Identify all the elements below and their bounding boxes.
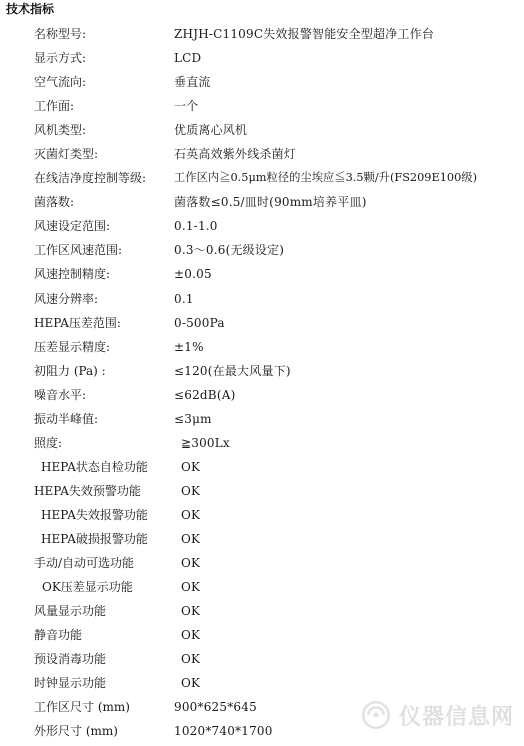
spec-label: 静音功能 [34,628,83,643]
spec-value: OK [181,580,201,595]
spec-value: ≤62dB(A) [174,387,236,402]
spec-value: OK [181,676,201,691]
spec-row [0,479,524,503]
spec-label: 噪音水平: [34,387,87,402]
spec-row [0,166,524,190]
spec-value: 0.1-1.0 [174,219,218,234]
spec-value: 900*625*645 [174,700,257,715]
spec-label: 工作区尺寸 (mm) [34,700,130,715]
spec-label: 在线洁净度控制等级: [34,171,147,186]
spec-row [0,527,524,551]
spec-row [0,46,524,70]
spec-value: 工作区内≧0.5μm粒径的尘埃应≦3.5颗/升(FS209E100级) [174,171,478,185]
spec-row [0,383,524,407]
spec-label: 风速控制精度: [34,267,111,282]
spec-value: OK [181,483,201,498]
spec-value: 0.3～0.6(无级设定) [174,243,285,258]
instrument-logo-icon [359,698,393,732]
spec-label: 时钟显示功能 [34,676,107,691]
spec-label: 预设消毒功能 [34,652,107,667]
spec-row [0,335,524,359]
spec-row [0,671,524,695]
spec-label: 振动半峰值: [34,411,99,426]
spec-value: 一个 [174,99,199,114]
spec-row [0,22,524,46]
spec-value: LCD [174,51,202,66]
spec-row [0,407,524,431]
spec-value: OK [181,628,201,643]
spec-row [0,551,524,575]
spec-label: 风量显示功能 [34,604,107,619]
page-title: 技术指标 [6,2,55,16]
spec-row [0,359,524,383]
spec-row [0,214,524,238]
watermark [359,698,514,732]
spec-label: 手动/自动可选功能 [34,556,135,571]
spec-label: 菌落数: [34,195,75,210]
spec-value: 菌落数≤0.5/皿时(90mm培养平皿) [174,195,367,210]
spec-row [0,94,524,118]
spec-row [0,311,524,335]
spec-row [0,455,524,479]
spec-row [0,142,524,166]
spec-label: 风机类型: [34,123,87,138]
spec-label: 风速设定范围: [34,219,111,234]
spec-row [0,287,524,311]
spec-label: HEPA破损报警功能 [41,531,148,546]
spec-value: ±0.05 [174,267,212,282]
spec-row [0,599,524,623]
spec-row [0,647,524,671]
spec-label: OK压差显示功能 [42,580,133,595]
spec-value: 优质离心风机 [174,123,248,138]
spec-row [0,431,524,455]
spec-row [0,503,524,527]
spec-label: 外形尺寸 (mm) [34,724,118,739]
spec-value: 垂直流 [174,75,211,90]
spec-row [0,190,524,214]
spec-value: ≧300Lx [181,435,230,450]
spec-value: ZHJH-C1109C失效报警智能安全型超净工作台 [174,27,435,41]
spec-value: ≤120(在最大风量下) [174,363,291,378]
spec-value: OK [181,604,201,619]
spec-label: 显示方式: [34,51,87,66]
spec-value: OK [181,507,201,522]
spec-value: OK [181,652,201,667]
spec-label: 照度: [34,435,63,450]
spec-row [0,262,524,286]
spec-label: 工作区风速范围: [34,243,123,258]
spec-value: 1020*740*1700 [174,724,273,739]
spec-value: 石英高效紫外线杀菌灯 [174,147,297,162]
spec-value: OK [181,531,201,546]
spec-label: 风速分辨率: [34,291,99,306]
spec-label: HEPA失效报警功能 [41,507,148,522]
spec-label: 初阻力 (Pa) : [34,363,106,378]
spec-row [0,70,524,94]
spec-label: HEPA失效预警功能 [34,483,141,498]
spec-value: OK [181,459,201,474]
spec-value: ±1% [174,339,204,354]
spec-row [0,238,524,262]
spec-row [0,575,524,599]
spec-value: 0.1 [174,291,194,306]
spec-label: HEPA压差范围: [34,315,121,330]
spec-label: 空气流向: [34,75,87,90]
spec-value: 0-500Pa [174,315,225,330]
spec-label: 名称型号: [34,27,87,41]
watermark-text: 仪器信息网 [398,704,514,730]
spec-row [0,623,524,647]
spec-label: 工作面: [34,99,75,114]
spec-label: 灭菌灯类型: [34,147,99,162]
spec-label: HEPA状态自检功能 [41,459,148,474]
spec-row [0,118,524,142]
spec-value: OK [181,556,201,571]
spec-value: ≤3μm [174,411,212,426]
spec-label: 压差显示精度: [34,339,111,354]
spec-table [0,22,524,743]
